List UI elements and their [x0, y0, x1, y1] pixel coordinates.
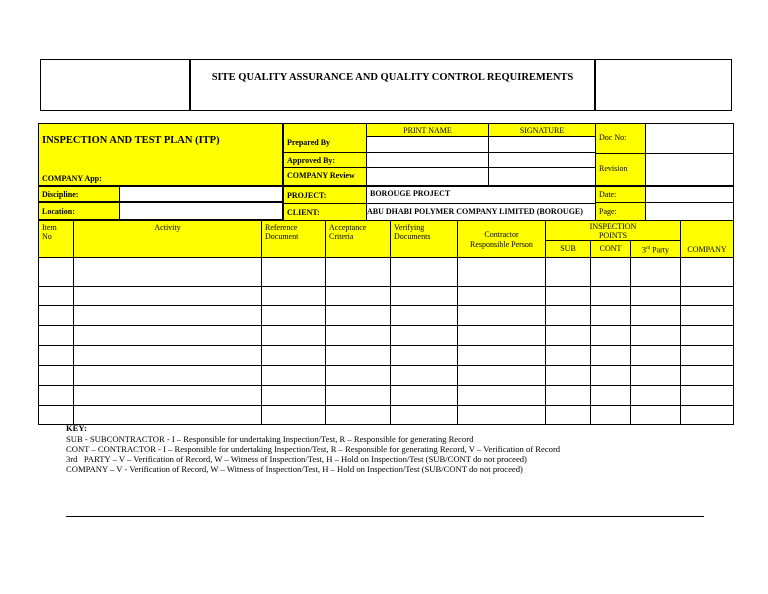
table-cell[interactable]: [680, 305, 734, 326]
table-cell[interactable]: [261, 365, 326, 386]
approved-by-signature[interactable]: [488, 152, 596, 168]
location-label: Location:: [38, 202, 120, 220]
table-cell[interactable]: [680, 365, 734, 386]
revision-value[interactable]: [645, 153, 734, 186]
table-cell[interactable]: [590, 286, 631, 306]
col-item-no: [38, 220, 74, 258]
table-cell[interactable]: [545, 385, 591, 406]
prepared-by-label: Prepared By: [283, 123, 367, 153]
table-cell[interactable]: [545, 405, 591, 425]
project-label: PROJECT:: [283, 186, 367, 204]
table-cell[interactable]: [390, 286, 458, 306]
table-cell[interactable]: [545, 325, 591, 346]
col-third-party: [630, 240, 681, 258]
table-cell[interactable]: [630, 257, 681, 287]
table-cell[interactable]: [73, 325, 262, 346]
table-cell[interactable]: [680, 405, 734, 425]
table-cell[interactable]: [680, 325, 734, 346]
header-divider-right: [594, 59, 596, 111]
company-review-label: COMPANY Review: [283, 167, 367, 186]
table-cell[interactable]: [590, 365, 631, 386]
table-cell[interactable]: [73, 405, 262, 425]
table-cell[interactable]: [457, 385, 546, 406]
table-cell[interactable]: [545, 257, 591, 287]
table-cell[interactable]: [590, 405, 631, 425]
doc-no-label: Doc No:: [595, 123, 646, 154]
table-cell[interactable]: [590, 325, 631, 346]
table-cell[interactable]: [325, 257, 391, 287]
table-cell[interactable]: [38, 365, 74, 386]
key-line-third-party: 3rd PARTY – V – Verification of Record, W – Witness of Inspection/Test, H – Hold on Inspection/Test (SUB/CONT do not proceed): [66, 454, 527, 464]
table-cell[interactable]: [390, 257, 458, 287]
table-cell[interactable]: [630, 345, 681, 366]
col-verifying-line1: Verifying: [394, 223, 425, 232]
table-cell[interactable]: [38, 385, 74, 406]
table-cell[interactable]: [590, 257, 631, 287]
table-cell[interactable]: [73, 257, 262, 287]
table-cell[interactable]: [390, 345, 458, 366]
table-cell[interactable]: [38, 345, 74, 366]
discipline-value[interactable]: [119, 186, 283, 202]
table-cell[interactable]: [261, 345, 326, 366]
key-line-company: COMPANY – V - Verification of Record, W – Witness of Inspection/Test, H – Hold on Inspection/Test (SUB/CONT do not proceed): [66, 464, 523, 474]
col-inspection-points: [545, 220, 681, 241]
table-cell[interactable]: [545, 345, 591, 366]
table-cell[interactable]: [261, 257, 326, 287]
table-cell[interactable]: [38, 257, 74, 287]
table-cell[interactable]: [325, 325, 391, 346]
table-cell[interactable]: [457, 405, 546, 425]
col-verifying: [390, 220, 458, 258]
doc-no-value[interactable]: [645, 123, 734, 154]
key-line-sub: SUB - SUBCONTRACTOR - I – Responsible for undertaking Inspection/Test, R – Responsible for generating Record: [66, 434, 474, 444]
table-cell[interactable]: [261, 405, 326, 425]
third-party-word: Party: [650, 245, 670, 255]
col-item-no-line1: Item: [42, 223, 57, 232]
table-cell[interactable]: [545, 365, 591, 386]
table-cell[interactable]: [457, 286, 546, 306]
table-cell[interactable]: [680, 286, 734, 306]
table-cell[interactable]: [390, 325, 458, 346]
table-cell[interactable]: [73, 385, 262, 406]
table-cell[interactable]: [590, 345, 631, 366]
table-cell[interactable]: [457, 365, 546, 386]
col-contractor: [457, 220, 546, 258]
print-name-header: PRINT NAME: [366, 123, 489, 137]
table-cell[interactable]: [630, 365, 681, 386]
company-review-signature[interactable]: [488, 167, 596, 186]
table-cell[interactable]: [73, 345, 262, 366]
page-value[interactable]: [645, 202, 734, 221]
table-cell[interactable]: [457, 325, 546, 346]
table-cell[interactable]: [680, 385, 734, 406]
key-line-cont: CONT – CONTRACTOR - I – Responsible for undertaking Inspection/Test, R – Responsible for generating Record, V – Verification of Record: [66, 444, 561, 454]
table-cell[interactable]: [680, 257, 734, 287]
revision-label: Revision: [595, 153, 646, 186]
col-acceptance-line2: Criteria: [329, 232, 354, 241]
table-cell[interactable]: [545, 286, 591, 306]
table-cell[interactable]: [390, 365, 458, 386]
table-cell[interactable]: [73, 365, 262, 386]
table-cell[interactable]: [325, 345, 391, 366]
third-party-num: 3: [641, 245, 646, 255]
table-cell[interactable]: [325, 385, 391, 406]
table-cell[interactable]: [680, 345, 734, 366]
col-reference: [261, 220, 326, 258]
table-cell[interactable]: [73, 305, 262, 326]
table-cell[interactable]: [38, 286, 74, 306]
table-cell[interactable]: [630, 405, 681, 425]
client-label: CLIENT:: [283, 203, 367, 221]
table-cell[interactable]: [38, 325, 74, 346]
table-cell[interactable]: [38, 405, 74, 425]
col-acceptance: [325, 220, 391, 258]
document-title: SITE QUALITY ASSURANCE AND QUALITY CONTROL REQUIREMENTS: [211, 72, 574, 83]
company-app-label: COMPANY App:: [42, 174, 102, 183]
col-verifying-line2: Documents: [394, 232, 431, 241]
page-label: Page:: [595, 202, 646, 221]
table-cell[interactable]: [590, 305, 631, 326]
project-value: BOROUGE PROJECT: [366, 186, 596, 204]
table-cell[interactable]: [630, 305, 681, 326]
table-cell[interactable]: [38, 305, 74, 326]
table-cell[interactable]: [325, 365, 391, 386]
table-cell[interactable]: [630, 325, 681, 346]
table-cell[interactable]: [390, 405, 458, 425]
table-cell[interactable]: [390, 305, 458, 326]
client-value: ABU DHABI POLYMER COMPANY LIMITED (BOROUGE): [366, 203, 596, 221]
table-cell[interactable]: [590, 385, 631, 406]
approved-by-label: Approved By:: [283, 152, 367, 168]
table-cell[interactable]: [325, 405, 391, 425]
col-activity: Activity: [73, 220, 262, 258]
date-label: Date:: [595, 186, 646, 203]
col-company: COMPANY: [680, 220, 734, 258]
col-reference-line1: Reference: [265, 223, 298, 232]
table-cell[interactable]: [261, 385, 326, 406]
col-reference-line2: Document: [265, 232, 299, 241]
table-cell[interactable]: [390, 385, 458, 406]
table-cell[interactable]: [73, 286, 262, 306]
col-acceptance-line1: Acceptance: [329, 223, 367, 232]
table-cell[interactable]: [261, 286, 326, 306]
signature-header: SIGNATURE: [488, 123, 596, 137]
approved-by-name[interactable]: [366, 152, 489, 168]
table-cell[interactable]: [261, 325, 326, 346]
table-cell[interactable]: [630, 286, 681, 306]
discipline-label: Discipline:: [38, 186, 120, 202]
date-value[interactable]: [645, 186, 734, 203]
prepared-by-name[interactable]: [366, 136, 489, 153]
prepared-by-signature[interactable]: [488, 136, 596, 153]
table-cell[interactable]: [457, 257, 546, 287]
table-cell[interactable]: [261, 305, 326, 326]
col-inspection-line1: INSPECTION: [589, 222, 637, 231]
footer-rule: [66, 516, 704, 517]
col-item-no-line2: No: [42, 232, 52, 241]
col-inspection-line2: POINTS: [598, 231, 627, 240]
location-value[interactable]: [119, 202, 283, 220]
table-cell[interactable]: [457, 345, 546, 366]
table-cell[interactable]: [457, 305, 546, 326]
col-contractor-line1: Contractor: [484, 230, 519, 239]
table-cell[interactable]: [630, 385, 681, 406]
table-cell[interactable]: [545, 305, 591, 326]
col-cont: CONT: [590, 240, 631, 258]
company-review-name[interactable]: [366, 167, 489, 186]
itp-title: INSPECTION AND TEST PLAN (ITP): [42, 135, 220, 146]
key-heading: KEY:: [66, 423, 87, 433]
table-cell[interactable]: [325, 305, 391, 326]
col-contractor-line2: Responsible Person: [470, 240, 533, 249]
table-cell[interactable]: [325, 286, 391, 306]
third-party-sup: rd: [645, 246, 651, 251]
col-sub: SUB: [545, 240, 591, 258]
